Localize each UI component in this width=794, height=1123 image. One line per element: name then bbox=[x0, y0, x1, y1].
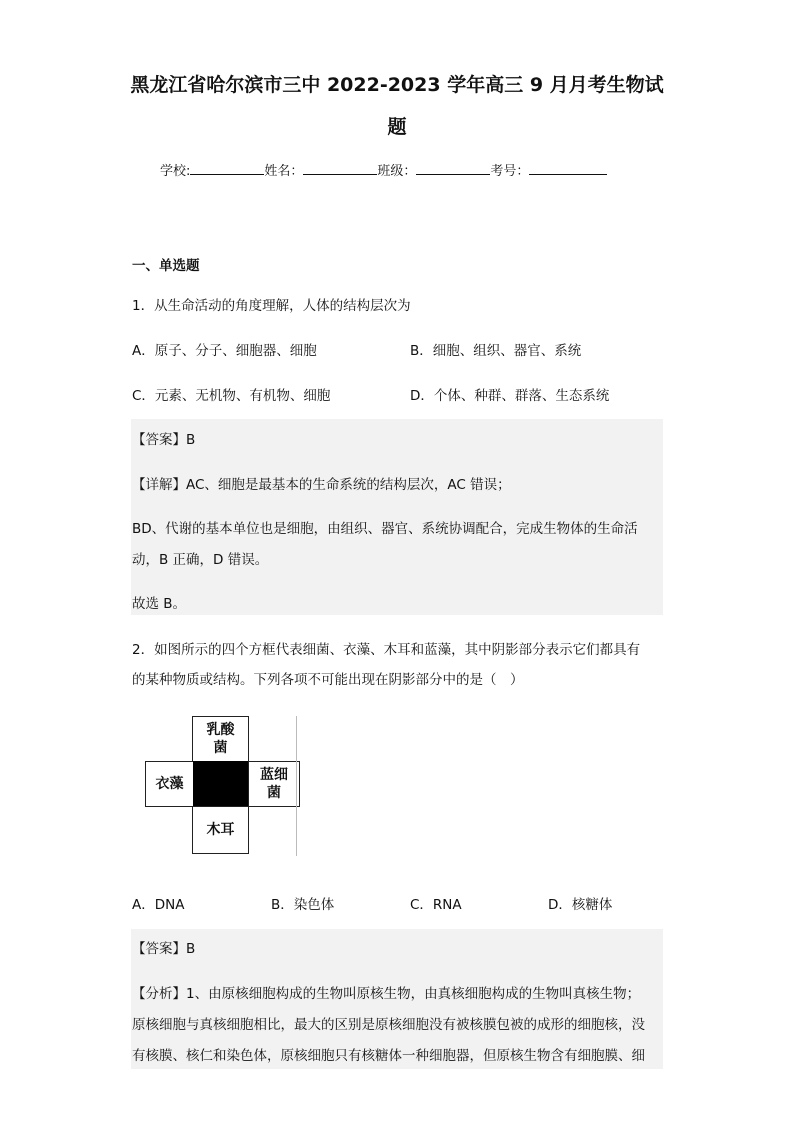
q2-stem-line1: 2．如图所示的四个方框代表细菌、衣藻、木耳和蓝藻，其中阴影部分表示它们都具有 bbox=[132, 642, 641, 658]
diagram-box-bottom bbox=[192, 806, 249, 854]
class-label: 班级： bbox=[377, 164, 417, 179]
q2-option-a: A．DNA bbox=[132, 897, 185, 913]
q2-analysis-line1: 【分析】1、由原核细胞构成的生物叫原核生物，由真核细胞构成的生物叫真核生物； bbox=[132, 986, 641, 1002]
student-info-line bbox=[160, 160, 607, 179]
q1-option-d: D．个体、种群、群落、生态系统 bbox=[410, 388, 610, 404]
q1-answer: 【答案】B bbox=[132, 432, 196, 448]
diagram-label-left: 衣藻 bbox=[155, 776, 184, 792]
diagram-label-right: 蓝细菌 bbox=[260, 767, 288, 801]
diagram-label-top: 乳酸菌 bbox=[206, 722, 235, 756]
section-heading: 一、单选题 bbox=[132, 258, 200, 274]
document-title-line2: 题 bbox=[387, 116, 407, 138]
q2-option-c: C．RNA bbox=[410, 897, 462, 913]
diagram-box-right bbox=[248, 761, 300, 807]
q2-diagram bbox=[145, 716, 301, 856]
q1-stem: 1．从生命活动的角度理解，人体的结构层次为 bbox=[132, 298, 411, 314]
q2-answer: 【答案】B bbox=[132, 941, 196, 957]
diagram-label-bottom: 木耳 bbox=[206, 822, 235, 838]
q2-analysis-line2: 原核细胞与真核细胞相比，最大的区别是原核细胞没有被核膜包被的成形的细胞核，没 bbox=[132, 1017, 645, 1033]
school-blank bbox=[190, 160, 264, 175]
diagram-edge-line bbox=[296, 716, 297, 856]
q2-option-d: D．核糖体 bbox=[548, 897, 613, 913]
q1-option-c: C．元素、无机物、有机物、细胞 bbox=[132, 388, 331, 404]
q1-detail-line1: 【详解】AC、细胞是最基本的生命系统的结构层次，AC 错误； bbox=[132, 477, 511, 493]
class-blank bbox=[416, 160, 490, 175]
q2-stem-line2: 的某种物质或结构。下列各项不可能出现在阴影部分中的是（ ） bbox=[132, 672, 524, 688]
q1-option-b: B．细胞、组织、器官、系统 bbox=[410, 343, 582, 359]
name-blank bbox=[303, 160, 377, 175]
diagram-box-top bbox=[192, 716, 249, 762]
q1-option-a: A．原子、分子、细胞器、细胞 bbox=[132, 343, 317, 359]
school-label: 学校: bbox=[160, 164, 191, 179]
diagram-shaded-center bbox=[193, 761, 249, 807]
number-blank bbox=[529, 160, 607, 175]
q1-detail-line2: BD、代谢的基本单位也是细胞，由组织、器官、系统协调配合，完成生物体的生命活 bbox=[132, 521, 638, 537]
q1-detail-line4: 故选 B。 bbox=[132, 596, 187, 612]
number-label: 考号： bbox=[490, 164, 530, 179]
q1-detail-line3: 动，B 正确，D 错误。 bbox=[132, 552, 269, 568]
q2-option-b: B．染色体 bbox=[271, 897, 335, 913]
q2-analysis-line3: 有核膜、核仁和染色体，原核细胞只有核糖体一种细胞器，但原核生物含有细胞膜、细 bbox=[132, 1048, 645, 1064]
name-label: 姓名： bbox=[264, 164, 304, 179]
document-title-line1: 黑龙江省哈尔滨市三中 2022-2023 学年高三 9 月月考生物试 bbox=[130, 74, 664, 96]
diagram-box-left bbox=[145, 761, 194, 807]
